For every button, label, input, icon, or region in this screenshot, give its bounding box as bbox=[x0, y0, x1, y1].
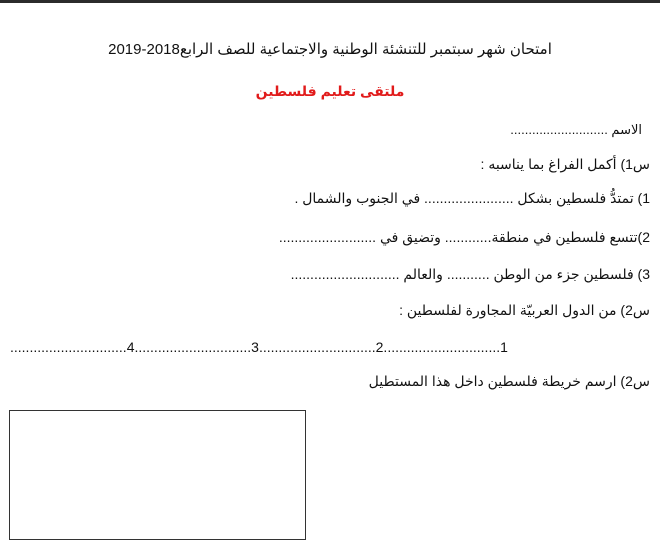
question-1-item-3: 3) فلسطين جزء من الوطن ........... والعالم ............................ bbox=[290, 266, 650, 282]
top-border-rule bbox=[0, 0, 660, 3]
question-1-item-1: 1) تمتدُّ فلسطين بشكل ....................... في الجنوب والشمال . bbox=[294, 190, 650, 206]
student-name-line: الاسم ........................... bbox=[510, 122, 642, 137]
question-3-heading: س2) ارسم خريطة فلسطين داخل هذا المستطيل bbox=[368, 373, 650, 389]
question-2-heading: س2) من الدول العربيّة المجاورة لفلسطين : bbox=[399, 302, 650, 318]
question-1-heading: س1) أكمل الفراغ بما يناسبه : bbox=[480, 156, 650, 172]
question-1-item-2: 2)تتسع فلسطين في منطقة............ وتضيق في ......................... bbox=[278, 229, 650, 245]
map-drawing-box bbox=[9, 410, 306, 540]
exam-title: امتحان شهر سبتمبر للتنشئة الوطنية والاجتماعية للصف الرابع2018-2019 bbox=[108, 41, 552, 58]
exam-subtitle: ملتقى تعليم فلسطين bbox=[255, 83, 405, 99]
neighbor-countries-blanks: ..............................4..............................3..............................2..............................1 bbox=[10, 339, 508, 355]
